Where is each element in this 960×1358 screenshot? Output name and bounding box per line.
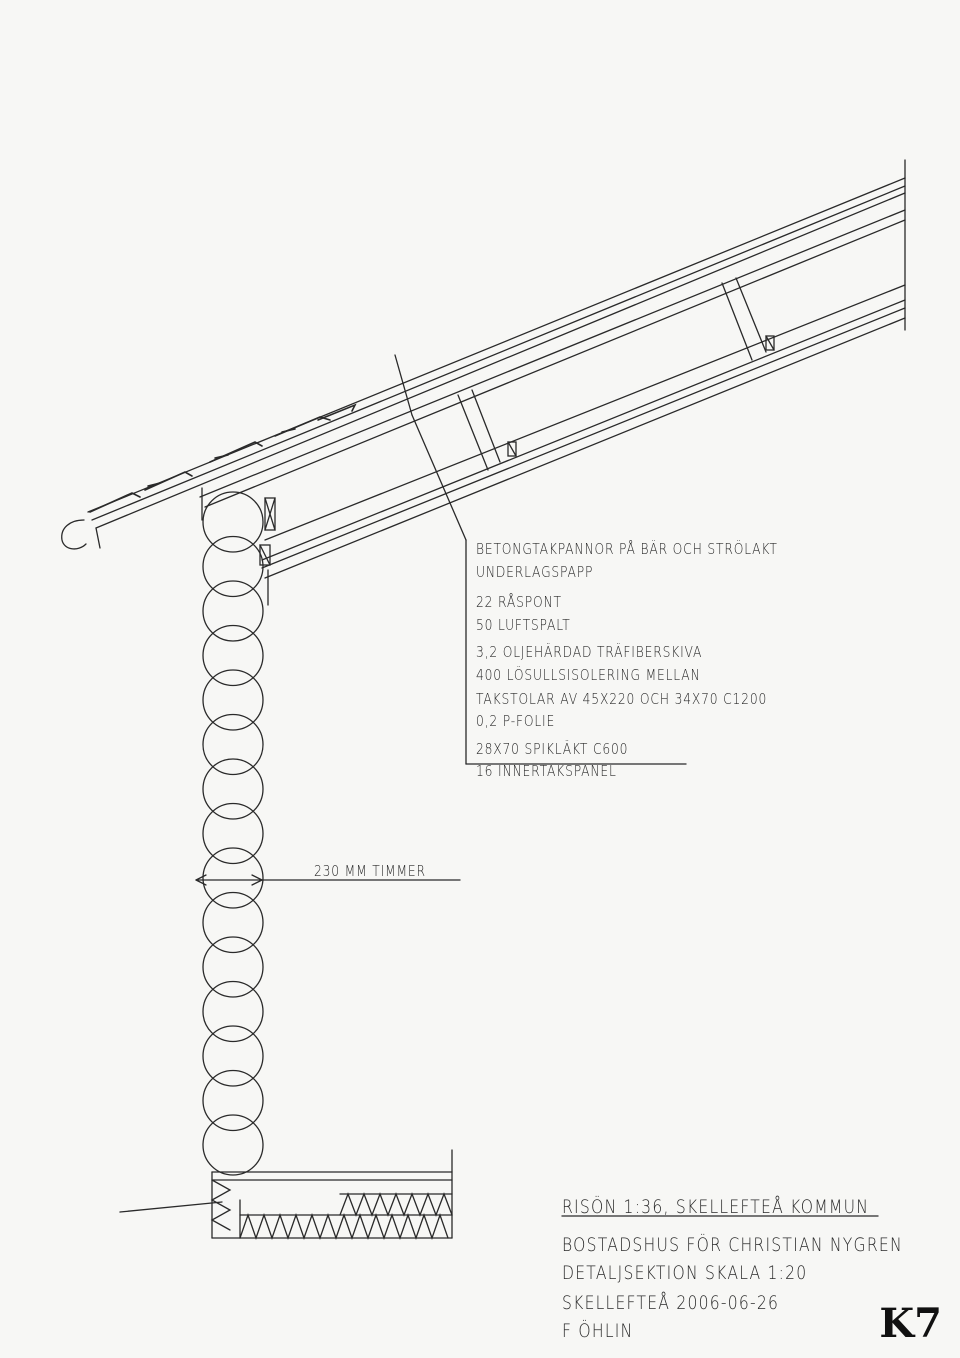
layer-item: UNDERLAGSPAPP (476, 563, 594, 581)
roof-build-up (88, 160, 905, 578)
title-client: BOSTADSHUS FÖR CHRISTIAN NYGREN (562, 1234, 903, 1256)
log (203, 581, 263, 641)
layer-item: 50 LUFTSPALT (476, 616, 571, 634)
layer-item: 22 RÅSPONT (476, 593, 562, 611)
log (203, 1026, 263, 1086)
layer-item: 16 INNERTAKSPANEL (476, 762, 617, 780)
layer-item: 400 LÖSULLSISOLERING MELLAN (476, 666, 701, 684)
log (203, 1071, 263, 1131)
log-wall (203, 492, 263, 1175)
title-place-date: SKELLEFTEÅ 2006-06-26 (562, 1292, 780, 1314)
log (203, 537, 263, 597)
floor-section (212, 1150, 452, 1238)
log (203, 804, 263, 864)
layer-item: TAKSTOLAR AV 45X220 OCH 34X70 C1200 (476, 690, 768, 708)
layer-item: 0,2 P-FOLIE (476, 712, 556, 730)
log (203, 492, 263, 552)
log (203, 848, 263, 908)
log (203, 893, 263, 953)
log (203, 626, 263, 686)
layer-item: BETONGTAKPANNOR PÅ BÄR OCH STRÖLAKT (476, 540, 778, 558)
log (203, 670, 263, 730)
layer-item: 3,2 OLJEHÄRDAD TRÄFIBERSKIVA (476, 643, 703, 661)
title-project: RISÖN 1:36, SKELLEFTEÅ KOMMUN (562, 1196, 870, 1218)
roof-tiles (90, 405, 355, 512)
log (203, 1115, 263, 1175)
log (203, 759, 263, 819)
title-author: F ÖHLIN (562, 1320, 634, 1342)
log (203, 982, 263, 1042)
title-scale: DETALJSEKTION SKALA 1:20 (562, 1262, 808, 1284)
wall-label: 230 MM TIMMER (314, 862, 426, 880)
log (203, 715, 263, 775)
log (203, 937, 263, 997)
layer-item: 28X70 SPIKLÄKT C600 (476, 740, 629, 758)
gutter (62, 520, 100, 549)
sheet-number: K7 (879, 1300, 942, 1347)
wall-leader (120, 875, 460, 1212)
